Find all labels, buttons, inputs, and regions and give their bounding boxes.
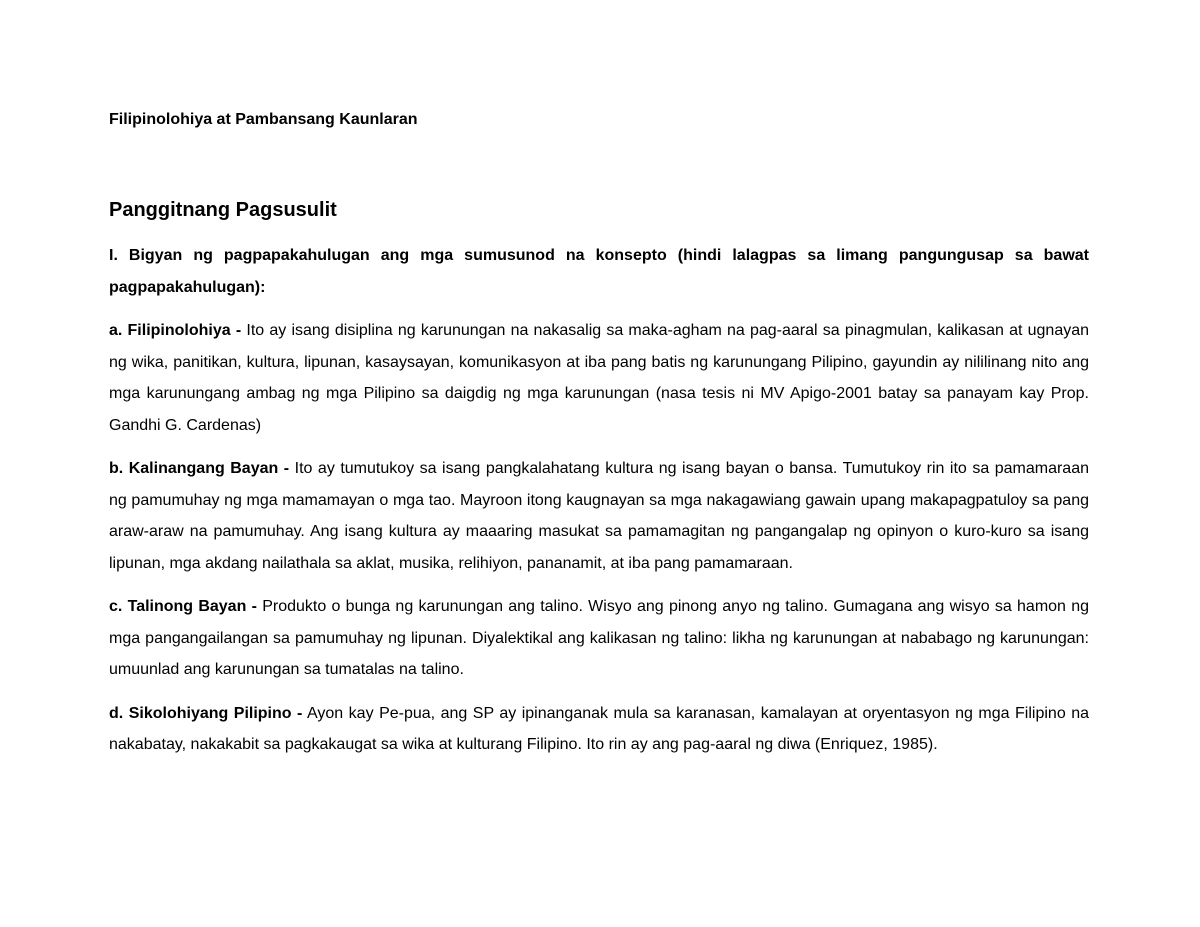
definition-item-sikolohiyang-pilipino <box>109 698 1089 761</box>
definition-text: Ayon kay Pe-pua, ang SP ay ipinanganak mula sa karanasan, kamalayan at oryentasyon ng mga Filipino na nakabatay, nakakabit sa pagkakaugat sa wika at kulturang Filipino. Ito rin ay ang pag-aaral ng diwa (Enriquez, 1985). <box>109 704 1090 753</box>
definition-text: Produkto o bunga ng karunungan ang talino. Wisyo ang pinong anyo ng talino. Gumagana ang wisyo sa hamon ng mga pangangailangan sa pamumuhay ng lipunan. Diyalektikal ang kalikasan ng talino: likha ng karunungan at nababago ng karunungan: umuunlad ang karunungan sa tumatalas na talino. <box>109 598 1089 678</box>
term-label: d. Sikolohiyang Pilipino - <box>109 704 303 722</box>
definition-text: Ito ay tumutukoy sa isang pangkalahatang kultura ng isang bayan o bansa. Tumutukoy rin ito sa pamamaraan ng pamumuhay ng mga mamamayan o mga tao. Mayroon itong kaugnayan sa mga nakagawiang gawain upang makapagpatuloy sa pang araw-araw na pamumuhay. Ang isang kultura ay maaaring masukat sa pamamagitan ng pangangalap ng opinyon o kuro-kuro sa isang lipunan, mga akdang nailathala sa aklat, musika, relihiyon, pananamit, at iba pang pamamaraan. <box>109 460 1089 572</box>
course-title: Filipinolohiya at Pambansang Kaunlaran <box>109 111 418 128</box>
definition-item-kalinangang-bayan <box>109 453 1089 579</box>
definition-item-talinong-bayan <box>109 591 1089 686</box>
definition-text: Ito ay isang disiplina ng karunungan na nakasalig sa maka-agham na pag-aaral sa pinagmulan, kalikasan at ugnayan ng wika, panitikan, kultura, lipunan, kasaysayan, komunikasyon at iba pang batis ng karunungang Pilipino, gayundin ay nililinang nito ang mga karunungang ambag ng mga Pilipino sa daigdig ng mga karunungan (nasa tesis ni MV Apigo-2001 batay sa panayam kay Prop. Gandhi G. Cardenas) <box>109 322 1090 434</box>
instruction-text: I. Bigyan ng pagpapakahulugan ang mga sumusunod na konsepto (hindi lalagpas sa limang pangungusap sa bawat pagpapakahulugan): <box>109 247 1089 296</box>
document-body <box>109 240 1089 773</box>
exam-heading: Panggitnang Pagsusulit <box>109 199 337 221</box>
definition-item-filipinolohiya <box>109 315 1089 441</box>
term-label: b. Kalinangang Bayan - <box>109 460 290 477</box>
term-label: a. Filipinolohiya - <box>109 322 242 339</box>
term-label: c. Talinong Bayan - <box>109 598 257 615</box>
